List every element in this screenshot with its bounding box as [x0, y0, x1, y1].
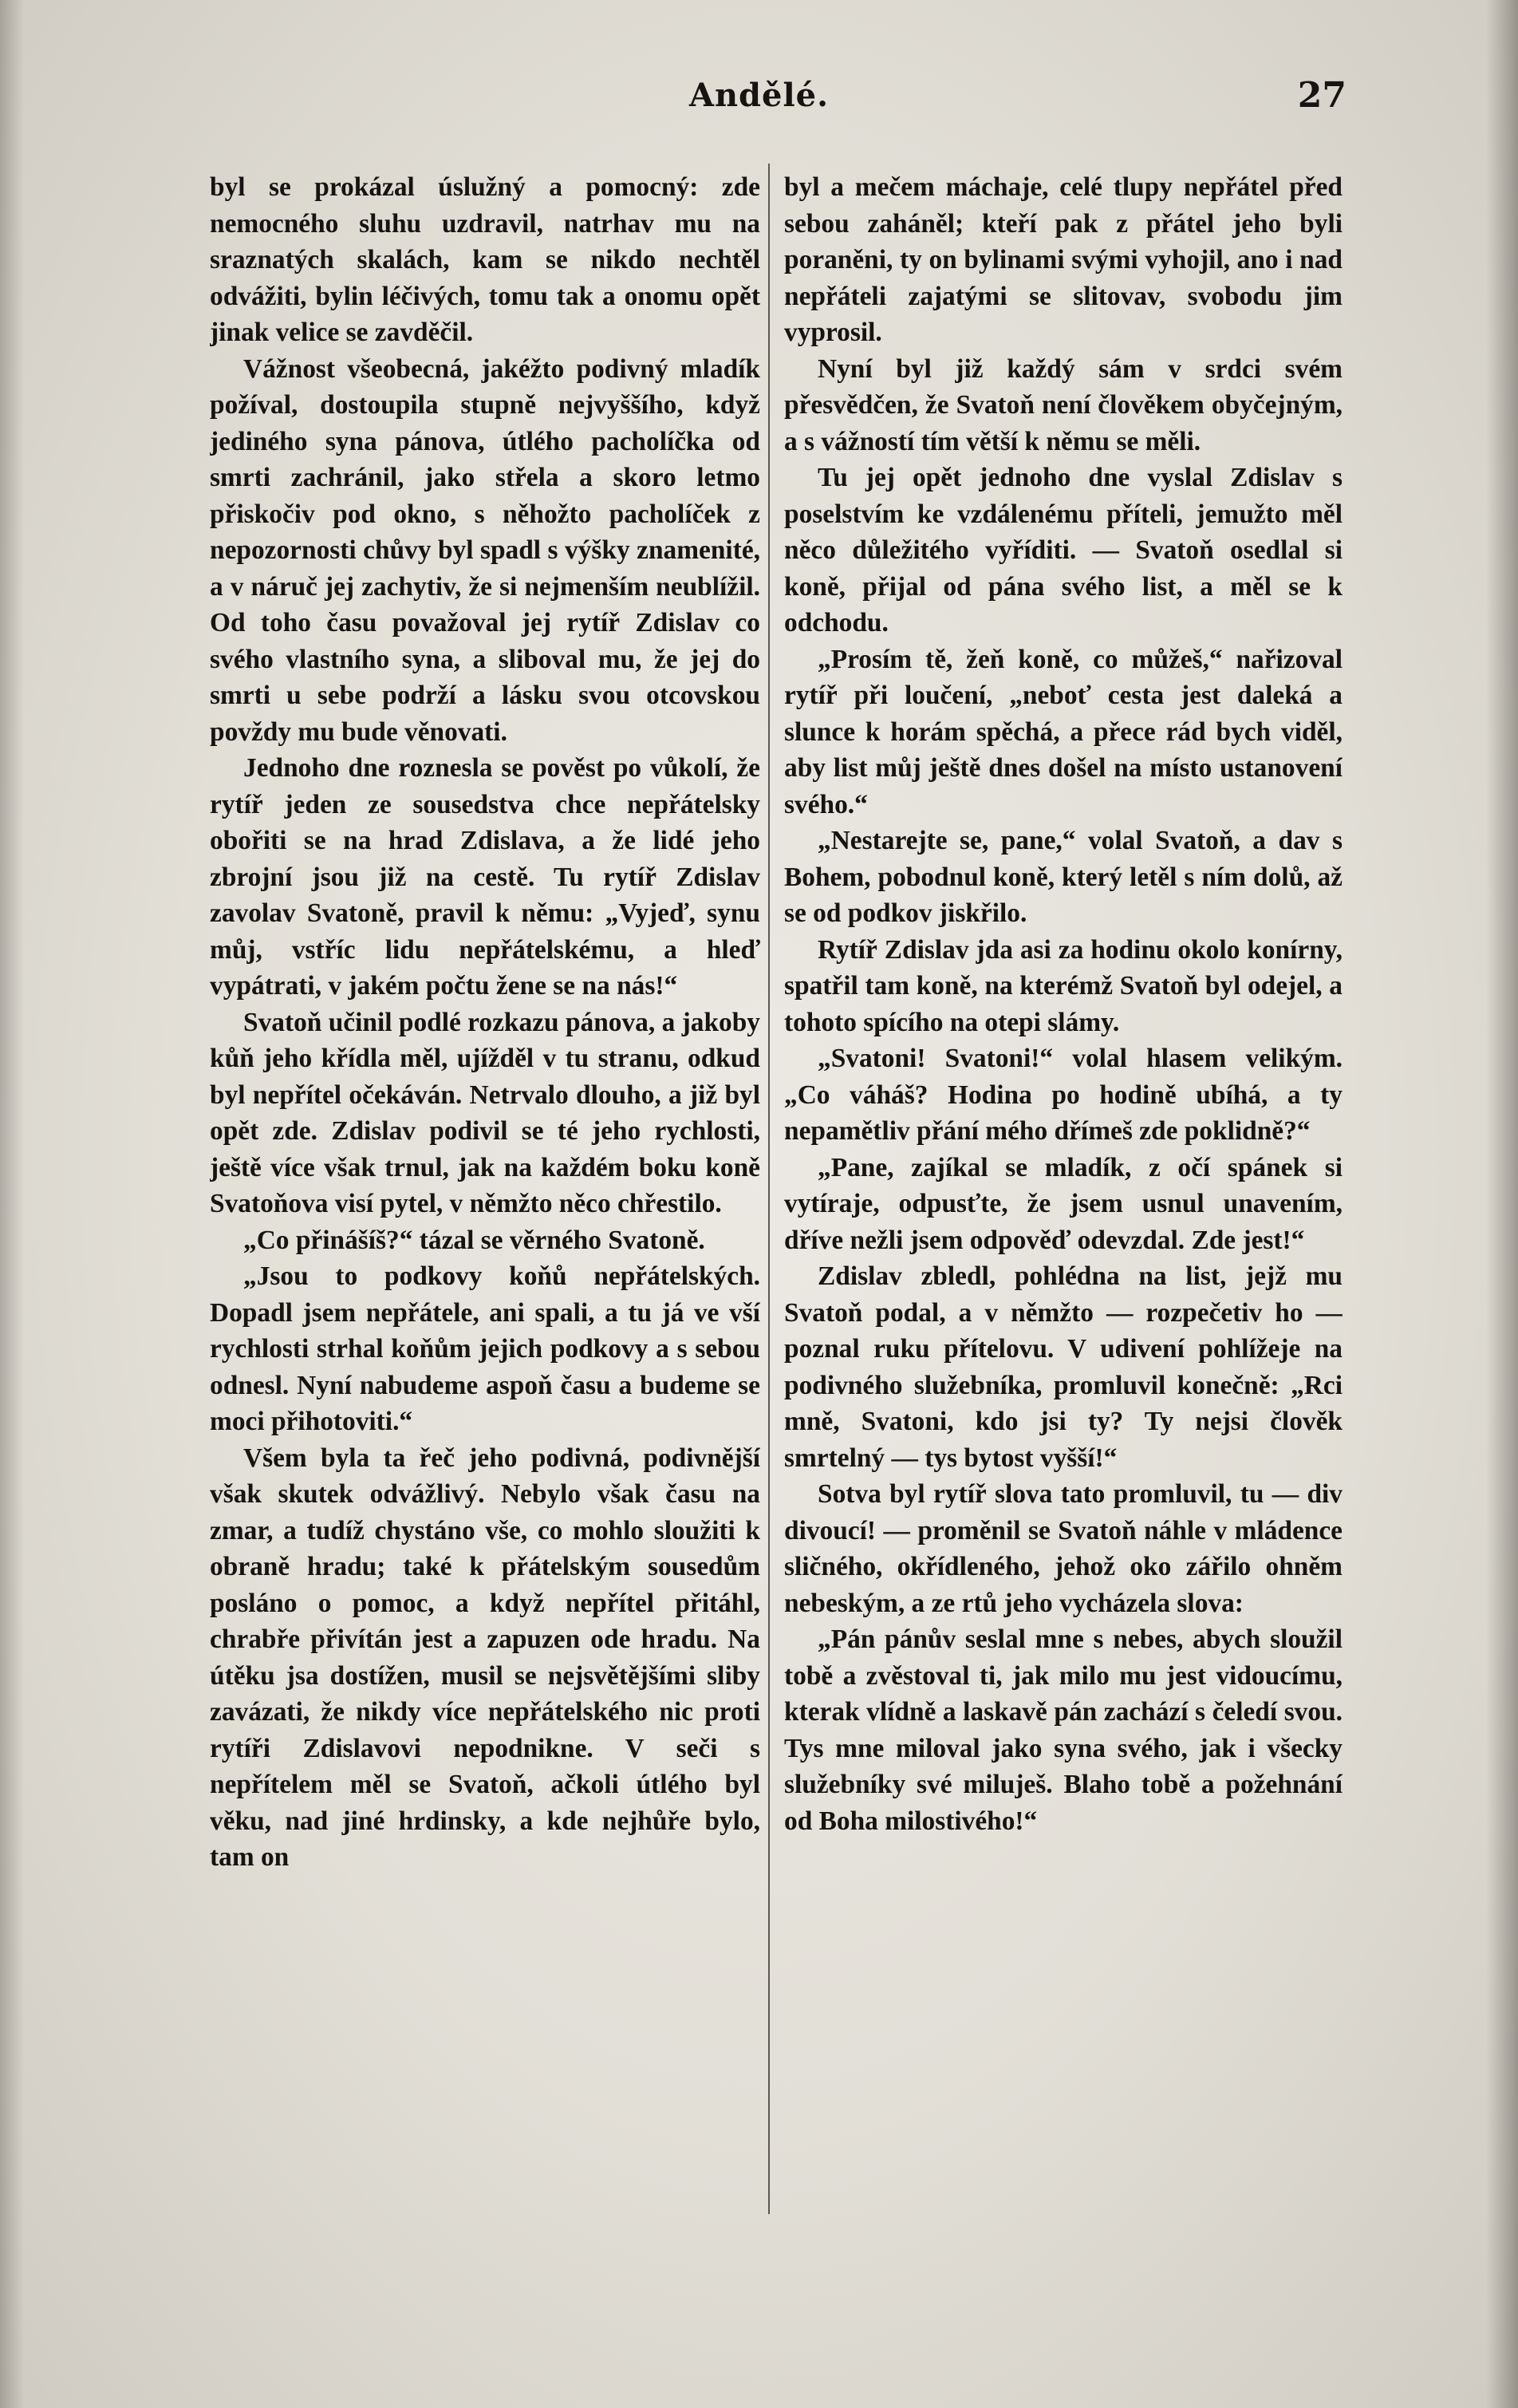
paragraph: Tu jej opět jednoho dne vyslal Zdislav s poselstvím ke vzdálenému příteli, jemužto měl něco důležitého vyříditi. — Svatoň osedlal si koně, přijal od pána svého list, a měl se k odchodu. [784, 463, 1343, 638]
paragraph: Všem byla ta řeč jeho podivná, podivnější však skutek odvážlivý. Nebylo však času na zmar, a tudíž chystáno vše, co mohlo sloužiti k obraně hradu; také k přátelským sousedům posláno o pomoc, a když nepřítel přitáhl, chrabře přivítán jest a zapuzen ode hradu. Na útěku jsa dostížen, musil se nejsvětějšími sliby zavázati, že nikdy více nepřátelského nic proti rytíři Zdislavovi nepodnikne. V seči s nepřítelem měl se Svatoň, ačkoli útlého byl věku, nad jiné hrdinsky, a kde nejhůře bylo, tam on [210, 1443, 760, 1872]
paragraph: „Pane, zajíkal se mladík, z očí spánek si vytíraje, odpusťte, že jsem usnul unavením, dříve nežli jsem odpověď odevzdal. Zde jest!“ [784, 1152, 1343, 1255]
page-edge-shadow-right [1486, 0, 1518, 2408]
page-edge-shadow-left [0, 0, 24, 2408]
right-column [784, 169, 1343, 2212]
column-divider [768, 164, 770, 2214]
paragraph: „Pán pánův seslal mne s nebes, abych sloužil tobě a zvěstoval ti, jak milo mu jest vidoucímu, kterak vlídně a laskavě pán zachází s čeledí svou. Tys mne miloval jako syna svého, jak i všecky služebníky své miluješ. Blaho tobě a požehnání od Boha milostivého!“ [784, 1624, 1343, 1836]
paragraph: byl a mečem máchaje, celé tlupy nepřátel před sebou zaháněl; kteří pak z přátel jeho byli poraněni, ty on bylinami svými vyhojil, ano i nad nepřáteli zajatými se slitovav, svobodu jim vyprosil. [784, 172, 1343, 347]
paragraph: Sotva byl rytíř slova tato promluvil, tu — div divoucí! — proměnil se Svatoň náhle v mládence sličného, okřídleného, jehož oko zářilo ohněm nebeským, a ze rtů jeho vycházela slova: [784, 1479, 1343, 1618]
running-title: Andělé. [688, 77, 830, 114]
paragraph: Vážnost všeobecná, jakéžto podivný mladík požíval, dostoupila stupně nejvyššího, když jediného syna pánova, útlého pacholíčka od smrti zachránil, jako střela a skoro letmo přiskočiv pod okno, s něhožto pacholíček z nepozornosti chůvy byl spadl s výšky znamenité, a v náruč jej zachytiv, že si nejmenším neublížil. Od toho času považoval jej rytíř Zdislav co svého vlastního syna, a sliboval mu, že jej do smrti u sebe podrží a lásku svou otcovskou povždy mu bude věnovati. [210, 353, 760, 747]
paragraph: „Co přinášíš?“ tázal se věrného Svatoně. [243, 1225, 705, 1255]
paragraph: „Prosím tě, žeň koně, co můžeš,“ nařizoval rytíř při loučení, „neboť cesta jest daleká a slunce k horám spěchá, a přece rád bych viděl, aby list můj ještě dnes došel na místo ustanovení svého.“ [784, 644, 1343, 819]
paragraph: byl se prokázal úslužný a pomocný: zde nemocného sluhu uzdravil, natrhav mu na sraznatých skalách, kam se nikdo nechtěl odvážiti, bylin léčivých, tomu tak a onomu opět jinak velice se zavděčil. [210, 172, 760, 347]
paragraph: Jednoho dne roznesla se pověst po vůkolí, že rytíř jeden ze sousedstva chce nepřátelsky obořiti se na hrad Zdislava, a že lidé jeho zbrojní jsou již na cestě. Tu rytíř Zdislav zavolav Svatoně, pravil k němu: „Vyjeď, synu můj, vstříc lidu nepřátelskému, a hleď vypátrati, v jakém počtu žene se na nás!“ [210, 753, 760, 1001]
paragraph: „Svatoni! Svatoni!“ volal hlasem velikým. „Co váháš? Hodina po hodině ubíhá, a ty nepamětliv přání mého dřímeš zde poklidně?“ [784, 1044, 1343, 1146]
paragraph: „Nestarejte se, pane,“ volal Svatoň, a dav s Bohem, pobodnul koně, který letěl s ním dolů, až se od podkov jiskřilo. [784, 826, 1343, 928]
page-number: 27 [1297, 75, 1346, 116]
left-column [210, 169, 760, 2212]
paragraph: Nyní byl již každý sám v srdci svém přesvědčen, že Svatoň není člověkem obyčejným, a s vážností tím větší k němu se měli. [784, 353, 1343, 456]
page-header [0, 77, 1518, 124]
paragraph: Svatoň učinil podlé rozkazu pánova, a jakoby kůň jeho křídla měl, ujížděl v tu stranu, odkud byl nepřítel očekáván. Netrvalo dlouho, a již byl opět zde. Zdislav podivil se té jeho rychlosti, ještě více však trnul, jak na každém boku koně Svatoňova visí pytel, v němžto něco chřestilo. [210, 1007, 760, 1218]
paragraph: „Jsou to podkovy koňů nepřátelských. Dopadl jsem nepřátele, ani spali, a tu já ve vší rychlosti strhal koňům jejich podkovy a s sebou odnesl. Nyní nabudeme aspoň času a budeme se moci přihotoviti.“ [210, 1261, 760, 1436]
paragraph: Zdislav zbledl, pohlédna na list, jejž mu Svatoň podal, a v němžto — rozpečetiv ho — poznal ruku přítelovu. V udivení pohlížeje na podivného služebníka, promluvil konečně: „Rci mně, Svatoni, kdo jsi ty? Ty nejsi člověk smrtelný — tys bytost vyšší!“ [784, 1261, 1343, 1473]
paragraph: Rytíř Zdislav jda asi za hodinu okolo konírny, spatřil tam koně, na kterémž Svatoň byl odejel, a tohoto spícího na otepi slámy. [784, 934, 1343, 1037]
